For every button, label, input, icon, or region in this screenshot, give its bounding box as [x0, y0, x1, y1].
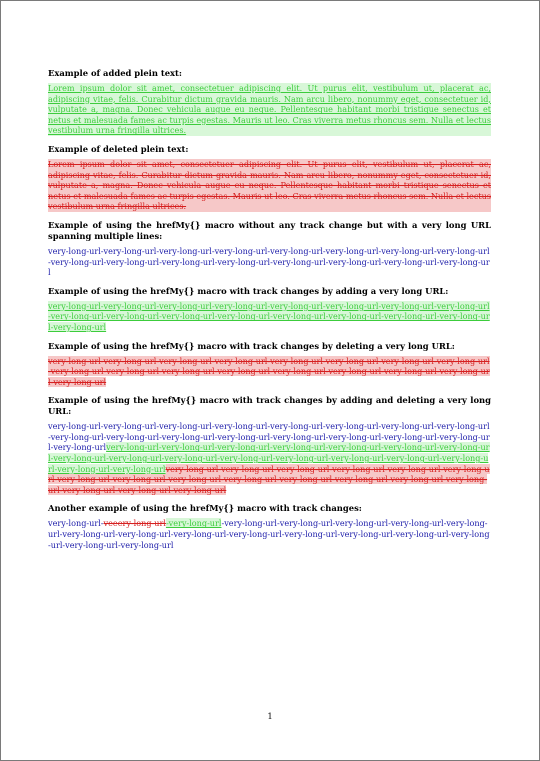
section-title-add-delete-url: Example of using the hrefMy{} macro with track changes by adding and deleting a very long URL:: [48, 395, 491, 417]
section-title-added-url: Example of using the hrefMy{} macro with track changes by adding a very long URL:: [48, 285, 449, 296]
section-title-added-text: Example of added plein text:: [48, 68, 182, 78]
add-delete-url-deleted[interactable]: very-long-url-very-long-url-very-long-url-very-long-url-very-long-url-very-long-url-very-long-url-very-long-url-very-long-url-very-long-url-very-long-url-very-long-url-very-long-url-very-long-url-very-long-url-very-long-url-very-long-url: [48, 463, 490, 495]
another-url-suffix[interactable]: -very-long-url-very-long-url-very-long-url-very-long-url-very-long-url-very-long-url-very-long-url-very-long-url-very-long-url-very-long-url-very-long-url-very-long-url-very-long-url-very-long-url-very-long-url: [48, 518, 490, 550]
page-content: [48, 68, 491, 558]
section-title-another-example: Another example of using the hrefMy{} macro with track changes:: [48, 503, 362, 514]
add-delete-url-added[interactable]: very-long-url-very-long-url-very-long-url-very-long-url-very-long-url-very-long-url-very-long-url-very-long-url-very-long-url-very-long-url-very-long-url-very-long-url-very-long-url-very-long-url-very-long-url-very-long-url-very-long-url: [48, 442, 490, 474]
another-url-prefix[interactable]: very-long-url-: [48, 518, 104, 529]
add-delete-url-paragraph: [48, 421, 491, 495]
section-title-deleted-text: Example of deleted plein text:: [48, 143, 189, 154]
add-delete-url-plain[interactable]: very-long-url-very-long-url-very-long-url-very-long-url-very-long-url-very-long-url-very-long-url-very-long-url-very-long-url-very-long-url-very-long-url-very-long-url-very-long-url-very-long-url-very-long-url-very-long-url-very-long-url: [48, 421, 490, 453]
page-number: 1: [267, 711, 273, 721]
another-url-deleted-part[interactable]: veeery-long-url: [103, 518, 166, 529]
long-url-link[interactable]: very-long-url-very-long-url-very-long-url-very-long-url-very-long-url-very-long-url-very-long-url-very-long-url-very-long-url-very-long-url-very-long-url-very-long-url-very-long-url-very-long-url-very-long-url-very-long-url: [48, 245, 490, 278]
another-url-paragraph: [48, 518, 491, 550]
section-title-no-change-url: Example of using the hrefMy{} macro without any track change but with a very long URL spanning multiple lines:: [48, 219, 491, 241]
deleted-url-link[interactable]: very-long-url-very-long-url-very-long-url-very-long-url-very-long-url-very-long-url-very-long-url-very-long-url-very-long-url-very-long-url-very-long-url-very-long-url-very-long-url-very-long-url-very-long-url-very-long-url-very-long-url: [48, 355, 490, 387]
section-title-deleted-url: Example of using the hrefMy{} macro with track changes by deleting a very long URL:: [48, 340, 455, 351]
another-url-added-part[interactable]: -very-long-url: [165, 518, 222, 529]
added-paragraph: Lorem ipsum dolor sit amet, consectetuer adipiscing elit. Ut purus elit, vestibulum ut, placerat ac, adipiscing vitae, felis. Curabitur dictum gravida mauris. Nam arcu libero, nonummy eget, consectetuer id, vulputate a, magna. Donec vehicula augue eu neque. Pellentesque habitant morbi tristique senectus et netus et malesuada fames ac turpis egestas. Mauris ut leo. Cras viverra metus rhoncus sem. Nulla et lectus vestibulum urna fringilla ultrices.: [48, 83, 491, 136]
added-url-link[interactable]: very-long-url-very-long-url-very-long-url-very-long-url-very-long-url-very-long-url-very-long-url-very-long-url-very-long-url-very-long-url-very-long-url-very-long-url-very-long-url-very-long-url-very-long-url-very-long-url-very-long-url: [48, 300, 490, 332]
deleted-paragraph: Lorem ipsum dolor sit amet, consectetuer adipiscing elit. Ut purus elit, vestibulum ut, placerat ac, adipiscing vitae, felis. Curabitur dictum gravida mauris. Nam arcu libero, nonummy eget, consectetuer id, vulputate a, magna. Donec vehicula augue eu neque. Pellentesque habitant morbi tristique senectus et netus et malesuada fames ac turpis egestas. Mauris ut leo. Cras viverra metus rhoncus sem. Nulla et lectus vestibulum urna fringilla ultrices.: [48, 158, 491, 212]
